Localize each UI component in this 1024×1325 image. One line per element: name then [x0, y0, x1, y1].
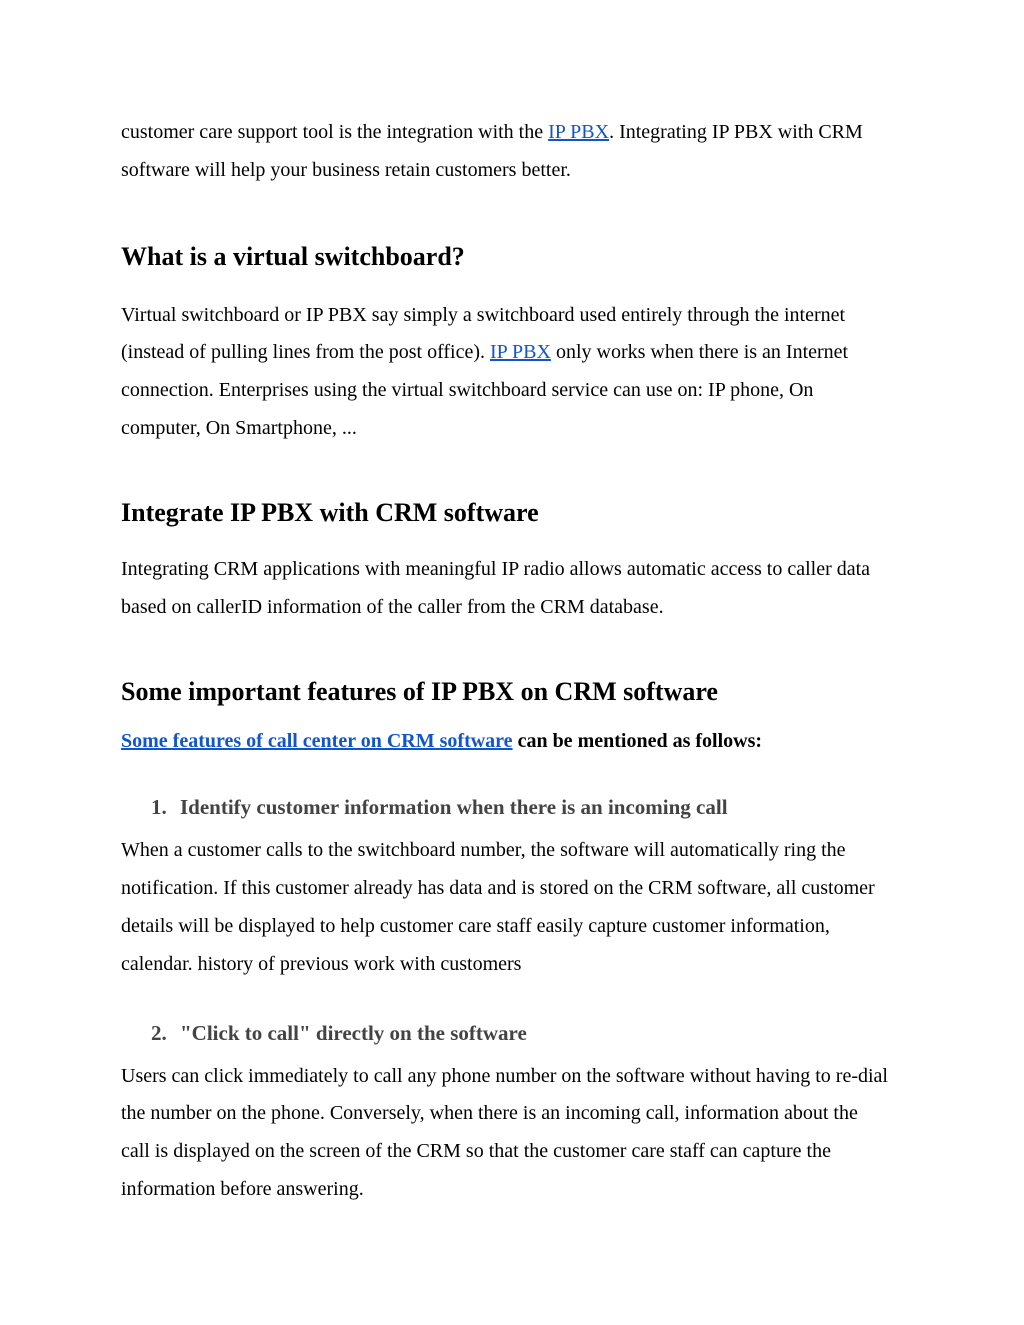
feature-item-number: 2. — [151, 1020, 167, 1045]
feature-item-number: 1. — [151, 795, 167, 820]
document-page — [121, 114, 891, 1209]
switchboard-heading: What is a virtual switchboard? — [121, 241, 465, 271]
integrate-paragraph: Integrating CRM applications with meaningful IP radio allows automatic access to caller data based on callerID information of the caller from the CRM database. — [121, 557, 871, 618]
features-heading: Some important features of IP PBX on CRM software — [121, 677, 718, 707]
features-lead-text: can be mentioned as follows: — [512, 730, 763, 753]
feature-item-paragraph: Users can click immediately to call any phone number on the software without having to re-dial the number on the phone. Conversely, when there is an incoming call, information about the call is displayed on the screen of the CRM so that the customer care staff can capture the information before answering. — [121, 1064, 888, 1200]
intro-text-before: customer care support tool is the integration with the — [121, 121, 549, 143]
call-center-features-link[interactable]: Some features of call center on CRM software — [121, 730, 513, 753]
ip-pbx-link-2[interactable]: IP PBX — [490, 341, 551, 364]
switchboard-text-before: Virtual switchboard or IP PBX say simply a switchboard used entirely through the internet (instead of pulling lines from the post office). — [121, 303, 846, 364]
feature-item-heading — [121, 1018, 891, 1048]
feature-item-title: "Click to call" directly on the software — [180, 1020, 527, 1045]
feature-item-paragraph: When a customer calls to the switchboard number, the software will automatically ring the notification. If this customer already has data and is stored on the CRM software, all customer details will be displayed to help customer care staff easily capture customer information, calendar. history of previous work with customers — [121, 839, 875, 975]
ip-pbx-link[interactable]: IP PBX — [548, 121, 610, 143]
switchboard-paragraph — [121, 297, 891, 448]
feature-item-heading — [121, 792, 891, 822]
features-lead — [121, 726, 891, 756]
switchboard-text-after: only works when there is an Internet connection. Enterprises using the virtual switchboard service can use on: IP phone, On computer, On Smartphone, ... — [121, 341, 849, 439]
intro-text-after: . Integrating IP PBX with CRM software will help your business retain customers better. — [121, 121, 863, 181]
intro-paragraph — [121, 114, 891, 190]
integrate-heading: Integrate IP PBX with CRM software — [121, 497, 539, 527]
feature-item-title: Identify customer information when there is an incoming call — [180, 795, 728, 820]
